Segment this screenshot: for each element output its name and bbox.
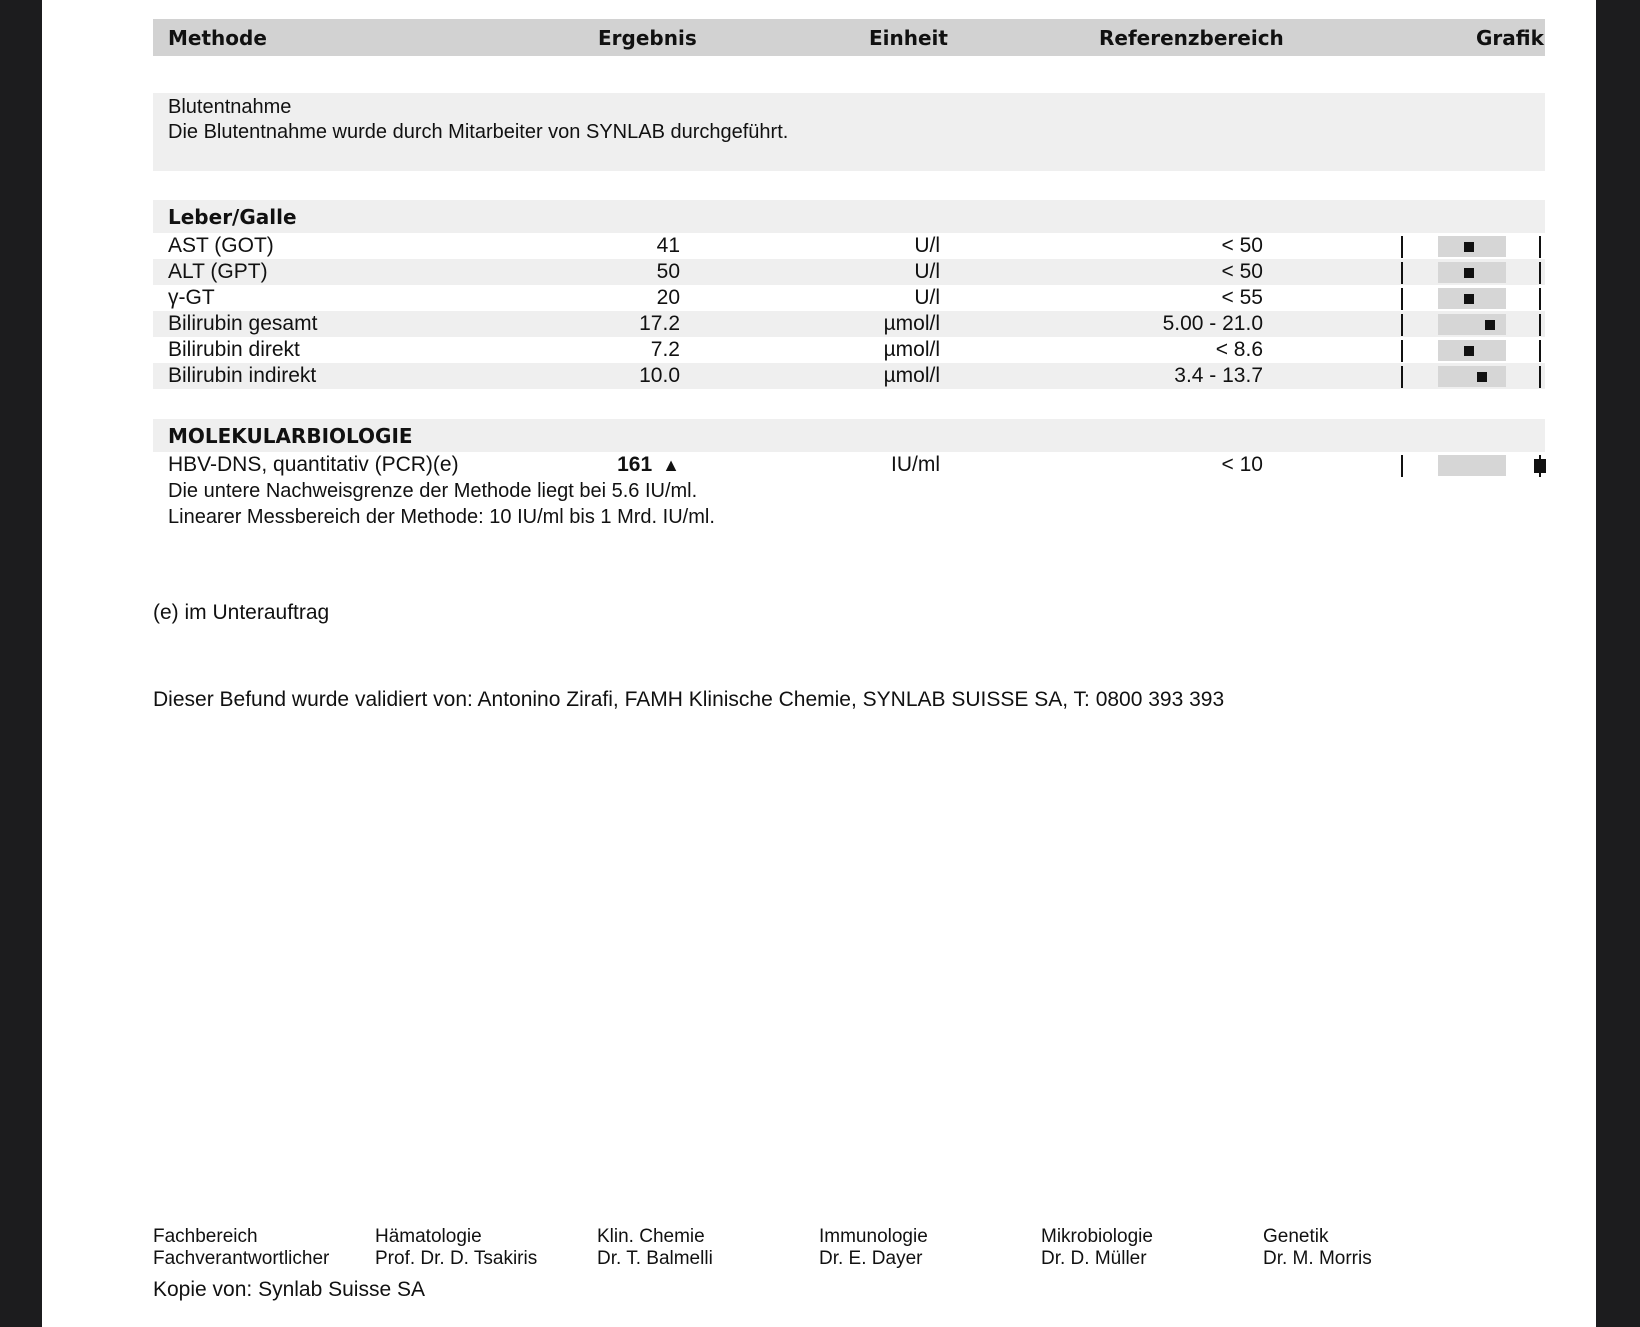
graph-left-bar <box>1401 455 1403 477</box>
header-referenzbereich: Referenzbereich <box>1099 26 1284 50</box>
graph-left-bar <box>1401 236 1403 258</box>
footer-col-top: Klin. Chemie <box>597 1226 705 1247</box>
graph-left-bar <box>1401 366 1403 388</box>
graph-value-marker <box>1464 294 1474 304</box>
table-row <box>153 363 1545 389</box>
header-einheit: Einheit <box>869 26 948 50</box>
test-name: Bilirubin indirekt <box>168 364 317 387</box>
table-row <box>153 337 1545 363</box>
blutentnahme-text: Die Blutentnahme wurde durch Mitarbeiter von SYNLAB durchgeführt. <box>168 121 789 143</box>
test-unit: U/l <box>914 260 940 283</box>
footer-col-bottom: Fachverantwortlicher <box>153 1248 330 1269</box>
test-reference: < 50 <box>1221 234 1263 257</box>
blutentnahme-title: Blutentnahme <box>168 96 292 118</box>
footer-col-top: Genetik <box>1263 1226 1329 1247</box>
table-row <box>153 259 1545 285</box>
test-result: 7.2 <box>650 338 680 361</box>
hbv-note-detection-limit: Die untere Nachweisgrenze der Methode liegt bei 5.6 IU/ml. <box>168 480 698 502</box>
test-reference: < 8.6 <box>1215 338 1263 361</box>
section-title: Leber/Galle <box>168 205 297 229</box>
test-name: Bilirubin gesamt <box>168 312 318 335</box>
graph-right-bar <box>1539 236 1541 258</box>
graph-left-bar <box>1401 340 1403 362</box>
test-unit: U/l <box>914 234 940 257</box>
footer-col-bottom: Prof. Dr. D. Tsakiris <box>375 1248 538 1269</box>
graph-value-marker <box>1477 372 1487 382</box>
graph-above-range-marker <box>1534 459 1546 473</box>
header-methode: Methode <box>168 26 267 50</box>
graph-left-bar <box>1401 288 1403 310</box>
test-name: AST (GOT) <box>168 234 274 257</box>
table-row <box>153 311 1545 337</box>
test-reference: < 10 <box>1221 453 1263 476</box>
test-result: 17.2 <box>639 312 680 335</box>
test-name: ALT (GPT) <box>168 260 268 283</box>
test-result: 50 <box>656 260 680 283</box>
footer-col-top: Mikrobiologie <box>1041 1226 1153 1247</box>
graph-left-bar <box>1401 262 1403 284</box>
footer-col-bottom: Dr. E. Dayer <box>819 1248 923 1269</box>
test-name: HBV-DNS, quantitativ (PCR)(e) <box>168 453 459 476</box>
high-flag-icon: ▲ <box>662 455 680 475</box>
graph-right-bar <box>1539 262 1541 284</box>
hbv-note-measuring-range: Linearer Messbereich der Methode: 10 IU/ml bis 1 Mrd. IU/ml. <box>168 506 715 528</box>
header-ergebnis: Ergebnis <box>598 26 697 50</box>
test-name: Bilirubin direkt <box>168 338 300 361</box>
test-result <box>617 453 680 477</box>
graph-value-marker <box>1464 346 1474 356</box>
test-result: 10.0 <box>639 364 680 387</box>
test-unit: IU/ml <box>891 453 940 476</box>
copy-recipient: Kopie von: Synlab Suisse SA <box>153 1278 425 1301</box>
header-grafik: Grafik <box>1476 26 1544 50</box>
graph-value-marker <box>1464 268 1474 278</box>
blutentnahme-box <box>153 93 1545 171</box>
test-unit: µmol/l <box>883 338 940 361</box>
test-unit: µmol/l <box>883 312 940 335</box>
section-molekularbiologie <box>153 419 1545 452</box>
table-row <box>153 285 1545 311</box>
graph-reference-band <box>1438 366 1506 387</box>
graph-right-bar <box>1539 366 1541 388</box>
test-reference: < 50 <box>1221 260 1263 283</box>
test-unit: U/l <box>914 286 940 309</box>
test-result: 20 <box>656 286 680 309</box>
footer-col-top: Fachbereich <box>153 1226 258 1247</box>
graph-value-marker <box>1485 320 1495 330</box>
graph-reference-band <box>1438 455 1506 476</box>
footer-col-top: Immunologie <box>819 1226 928 1247</box>
test-name: γ-GT <box>168 286 215 309</box>
result-value: 161 <box>617 453 653 476</box>
test-reference: < 55 <box>1221 286 1263 309</box>
validation-text: Dieser Befund wurde validiert von: Antonino Zirafi, FAMH Klinische Chemie, SYNLAB SUISSE SA, T: 0800 393 393 <box>153 688 1225 711</box>
graph-right-bar <box>1539 340 1541 362</box>
graph-right-bar <box>1539 314 1541 336</box>
table-header <box>153 19 1545 56</box>
test-unit: µmol/l <box>883 364 940 387</box>
section-title: MOLEKULARBIOLOGIE <box>168 424 413 448</box>
graph-reference-band <box>1438 314 1506 335</box>
table-row <box>153 233 1545 259</box>
graph-right-bar <box>1539 288 1541 310</box>
lab-report-page <box>42 0 1596 1327</box>
test-result: 41 <box>656 234 680 257</box>
footer-col-top: Hämatologie <box>375 1226 482 1247</box>
footer-col-bottom: Dr. T. Balmelli <box>597 1248 713 1269</box>
footer-col-bottom: Dr. M. Morris <box>1263 1248 1372 1269</box>
footnote-unterauftrag: (e) im Unterauftrag <box>153 601 330 624</box>
test-reference: 5.00 - 21.0 <box>1162 312 1263 335</box>
graph-left-bar <box>1401 314 1403 336</box>
section-leber-galle <box>153 200 1545 233</box>
test-reference: 3.4 - 13.7 <box>1174 364 1263 387</box>
table-row-hbv <box>153 452 1545 478</box>
graph-value-marker <box>1464 242 1474 252</box>
footer-col-bottom: Dr. D. Müller <box>1041 1248 1147 1269</box>
